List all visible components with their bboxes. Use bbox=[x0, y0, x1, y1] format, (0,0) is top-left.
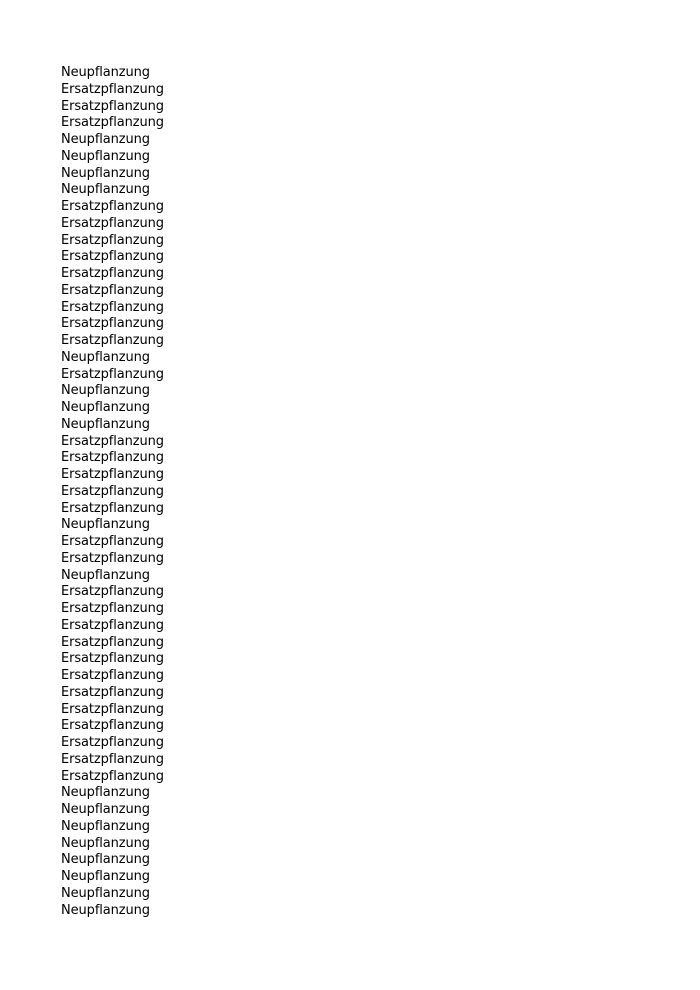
list-item: Ersatzpflanzung bbox=[61, 232, 164, 248]
list-item: Neupflanzung bbox=[61, 869, 150, 884]
list-item: Ersatzpflanzung bbox=[61, 534, 164, 549]
list-item: Ersatzpflanzung bbox=[61, 98, 164, 114]
list-item: Neupflanzung bbox=[61, 132, 150, 147]
list-item: Neupflanzung bbox=[61, 416, 150, 432]
list-item: Ersatzpflanzung bbox=[61, 617, 164, 633]
list-item: Ersatzpflanzung bbox=[61, 467, 164, 482]
list-item: Ersatzpflanzung bbox=[61, 215, 164, 231]
list-item: Ersatzpflanzung bbox=[61, 115, 164, 131]
list-item: Neupflanzung bbox=[61, 349, 150, 365]
list-item: Neupflanzung bbox=[61, 835, 150, 851]
list-item: Neupflanzung bbox=[61, 802, 150, 817]
list-item: Ersatzpflanzung bbox=[61, 266, 164, 281]
list-item: Ersatzpflanzung bbox=[61, 735, 164, 750]
list-item: Ersatzpflanzung bbox=[61, 483, 164, 499]
list-item: Ersatzpflanzung bbox=[61, 601, 164, 616]
list-item: Neupflanzung bbox=[61, 65, 150, 80]
list-item: Ersatzpflanzung bbox=[61, 199, 164, 214]
list-item: Ersatzpflanzung bbox=[61, 584, 164, 600]
list-item: Ersatzpflanzung bbox=[61, 366, 164, 382]
list-item: Neupflanzung bbox=[61, 400, 150, 415]
list-item: Neupflanzung bbox=[61, 818, 150, 834]
list-item: Neupflanzung bbox=[61, 165, 150, 181]
list-item: Neupflanzung bbox=[61, 182, 150, 198]
list-item: Ersatzpflanzung bbox=[61, 718, 164, 734]
list-item: Neupflanzung bbox=[61, 902, 150, 918]
list-item: Ersatzpflanzung bbox=[61, 299, 164, 315]
list-item: Neupflanzung bbox=[61, 567, 150, 583]
list-item: Ersatzpflanzung bbox=[61, 450, 164, 466]
list-item: Ersatzpflanzung bbox=[61, 751, 164, 767]
list-item: Neupflanzung bbox=[61, 148, 150, 164]
list-item: Ersatzpflanzung bbox=[61, 550, 164, 566]
list-item: Ersatzpflanzung bbox=[61, 282, 164, 298]
list-item: Ersatzpflanzung bbox=[61, 651, 164, 667]
list-item: Ersatzpflanzung bbox=[61, 433, 164, 449]
list-item: Ersatzpflanzung bbox=[61, 500, 164, 516]
list-item: Neupflanzung bbox=[61, 383, 150, 399]
list-item: Neupflanzung bbox=[61, 885, 150, 901]
list-item: Ersatzpflanzung bbox=[61, 333, 164, 348]
list-item: Ersatzpflanzung bbox=[61, 316, 164, 332]
list-item: Neupflanzung bbox=[61, 517, 150, 533]
entry-list bbox=[61, 65, 164, 919]
list-item: Ersatzpflanzung bbox=[61, 81, 164, 97]
list-item: Ersatzpflanzung bbox=[61, 249, 164, 265]
list-item: Ersatzpflanzung bbox=[61, 668, 164, 683]
list-item: Ersatzpflanzung bbox=[61, 768, 164, 784]
list-item: Ersatzpflanzung bbox=[61, 634, 164, 650]
list-item: Ersatzpflanzung bbox=[61, 684, 164, 700]
list-item: Neupflanzung bbox=[61, 785, 150, 801]
list-item: Ersatzpflanzung bbox=[61, 701, 164, 717]
list-item: Neupflanzung bbox=[61, 852, 150, 868]
